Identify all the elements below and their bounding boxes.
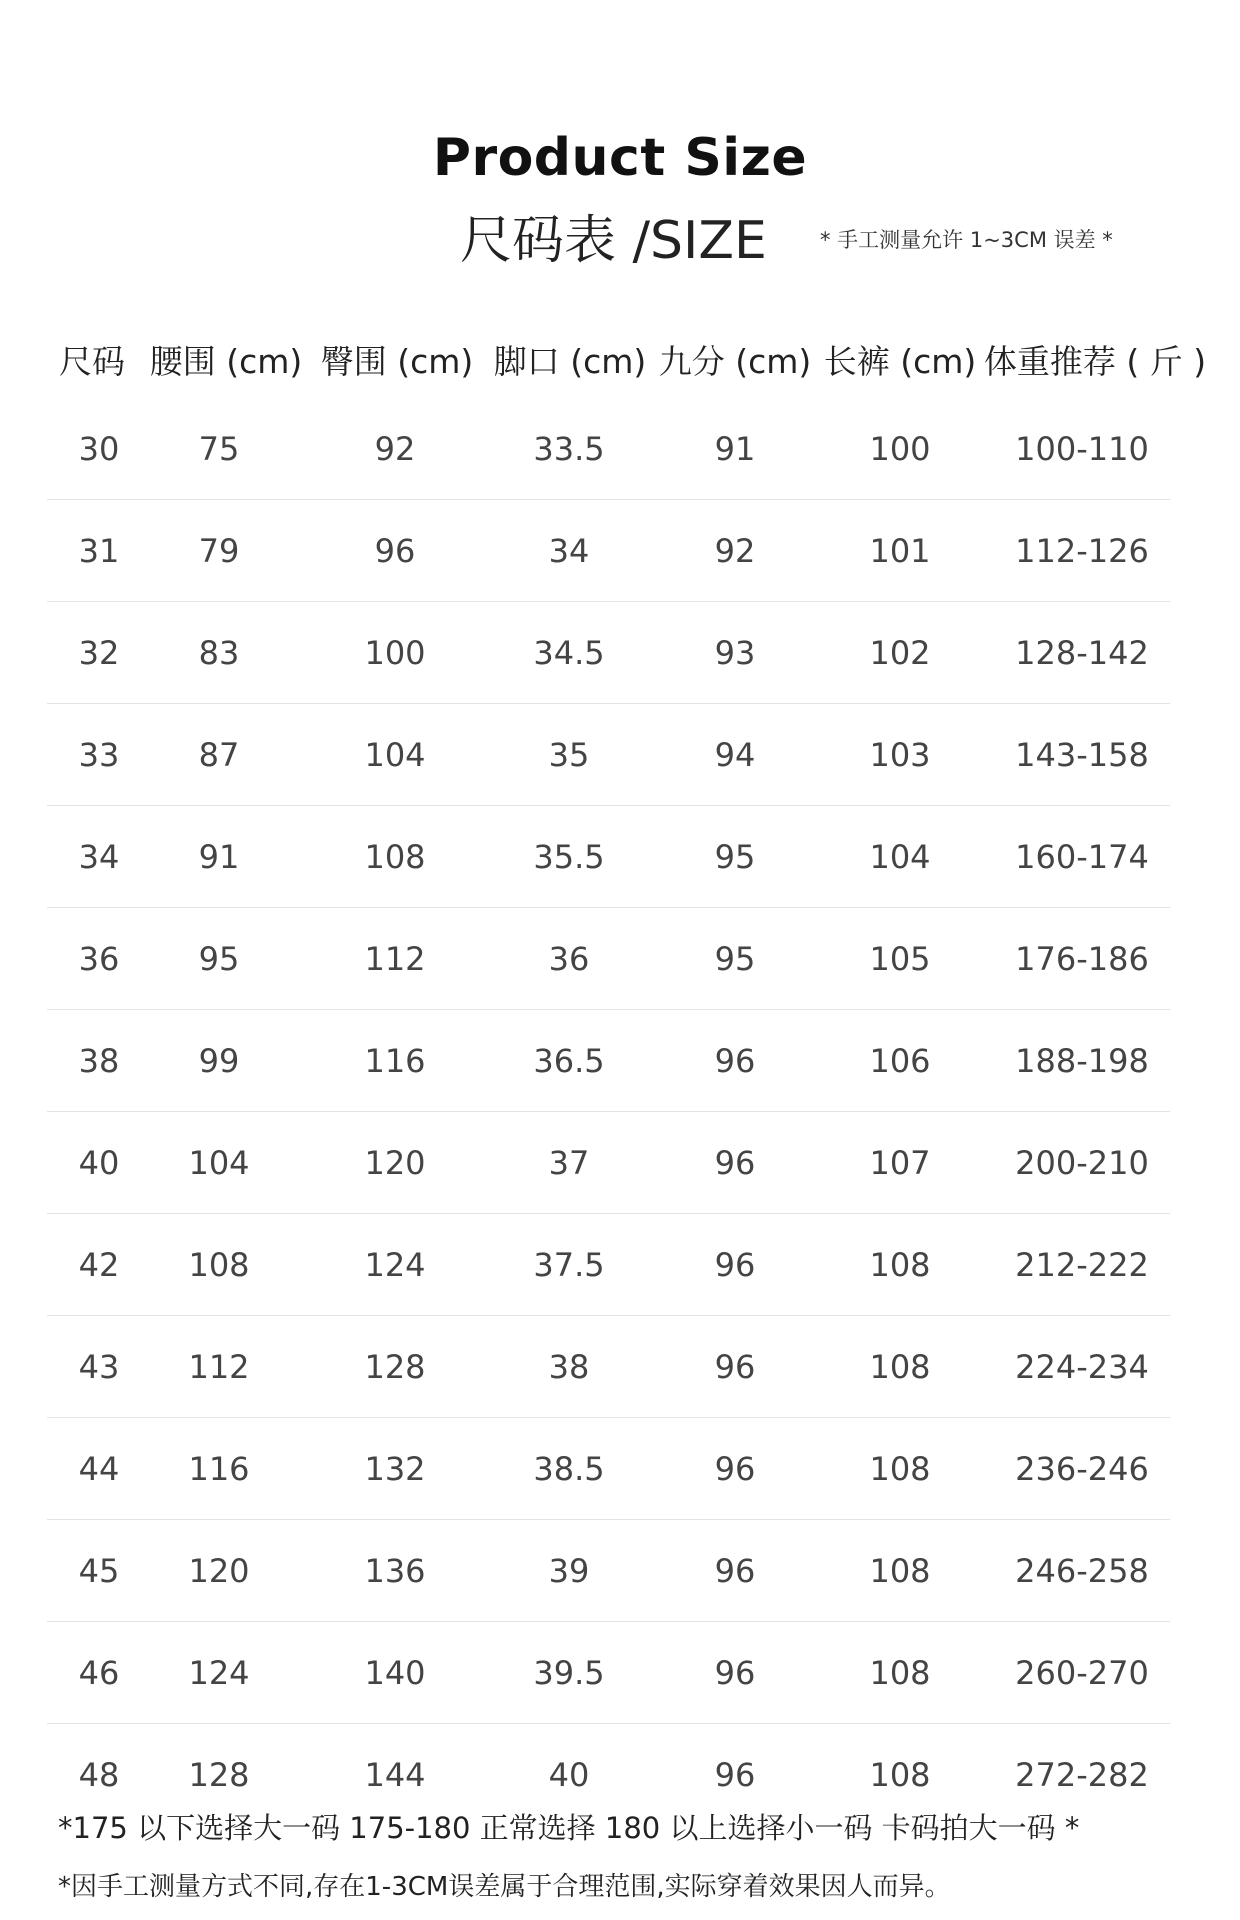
cell-waist: 75 [198, 430, 240, 468]
cell-waist: 99 [198, 1042, 240, 1080]
page-title-en: Product Size [432, 128, 808, 188]
cell-full-length: 106 [869, 1042, 931, 1080]
cell-weight: 224-234 [1015, 1348, 1149, 1386]
table-row [47, 1520, 1170, 1622]
cell-cropped-length: 94 [714, 736, 756, 774]
table-row [47, 1316, 1170, 1418]
cell-waist: 91 [198, 838, 240, 876]
cell-full-length: 108 [869, 1348, 931, 1386]
cell-leg-opening: 36.5 [533, 1042, 605, 1080]
cell-cropped-length: 91 [714, 430, 756, 468]
cell-size: 44 [78, 1450, 120, 1488]
cell-size: 34 [78, 838, 120, 876]
header-weight-recommendation: 体重推荐 ( 斤 ) [983, 342, 1207, 381]
cell-weight: 188-198 [1015, 1042, 1149, 1080]
cell-cropped-length: 95 [714, 838, 756, 876]
cell-full-length: 108 [869, 1450, 931, 1488]
cell-leg-opening: 39.5 [533, 1654, 605, 1692]
measurement-disclaimer: *因手工测量方式不同,存在1-3CM误差属于合理范围,实际穿着效果因人而异。 [58, 1872, 951, 1902]
cell-cropped-length: 96 [714, 1756, 756, 1794]
table-row [47, 806, 1170, 908]
cell-hip: 144 [364, 1756, 426, 1794]
cell-cropped-length: 96 [714, 1144, 756, 1182]
cell-leg-opening: 40 [548, 1756, 590, 1794]
cell-waist: 87 [198, 736, 240, 774]
cell-size: 32 [78, 634, 120, 672]
cell-leg-opening: 39 [548, 1552, 590, 1590]
cell-weight: 236-246 [1015, 1450, 1149, 1488]
cell-size: 33 [78, 736, 120, 774]
header-full-length: 长裤 (cm) [823, 342, 977, 381]
cell-leg-opening: 36 [548, 940, 590, 978]
cell-size: 48 [78, 1756, 120, 1794]
table-row [47, 908, 1170, 1010]
cell-waist: 116 [188, 1450, 250, 1488]
cell-weight: 200-210 [1015, 1144, 1149, 1182]
cell-size: 31 [78, 532, 120, 570]
cell-leg-opening: 35 [548, 736, 590, 774]
cell-leg-opening: 35.5 [533, 838, 605, 876]
cell-waist: 112 [188, 1348, 250, 1386]
cell-leg-opening: 37.5 [533, 1246, 605, 1284]
cell-leg-opening: 37 [548, 1144, 590, 1182]
cell-waist: 108 [188, 1246, 250, 1284]
cell-hip: 108 [364, 838, 426, 876]
cell-full-length: 103 [869, 736, 931, 774]
measurement-tolerance-note: * 手工测量允许 1~3CM 误差 * [820, 228, 1113, 252]
size-table-header [0, 336, 1240, 386]
cell-weight: 143-158 [1015, 736, 1149, 774]
cell-leg-opening: 34 [548, 532, 590, 570]
size-selection-note: *175 以下选择大一码 175-180 正常选择 180 以上选择小一码 卡码拍大一码 * [58, 1811, 1080, 1845]
cell-hip: 140 [364, 1654, 426, 1692]
cell-full-length: 102 [869, 634, 931, 672]
cell-full-length: 107 [869, 1144, 931, 1182]
cell-cropped-length: 96 [714, 1450, 756, 1488]
cell-full-length: 101 [869, 532, 931, 570]
table-row [47, 1214, 1170, 1316]
cell-waist: 79 [198, 532, 240, 570]
cell-weight: 246-258 [1015, 1552, 1149, 1590]
cell-hip: 116 [364, 1042, 426, 1080]
table-row [47, 1622, 1170, 1724]
cell-waist: 104 [188, 1144, 250, 1182]
cell-full-length: 104 [869, 838, 931, 876]
cell-hip: 100 [364, 634, 426, 672]
cell-weight: 128-142 [1015, 634, 1149, 672]
cell-waist: 95 [198, 940, 240, 978]
cell-cropped-length: 95 [714, 940, 756, 978]
cell-cropped-length: 92 [714, 532, 756, 570]
cell-size: 38 [78, 1042, 120, 1080]
cell-waist: 83 [198, 634, 240, 672]
header-leg-opening: 脚口 (cm) [493, 342, 647, 381]
table-row [47, 398, 1170, 500]
cell-cropped-length: 96 [714, 1552, 756, 1590]
cell-size: 46 [78, 1654, 120, 1692]
cell-waist: 120 [188, 1552, 250, 1590]
cell-weight: 176-186 [1015, 940, 1149, 978]
cell-hip: 124 [364, 1246, 426, 1284]
cell-cropped-length: 96 [714, 1348, 756, 1386]
header-hip: 臀围 (cm) [320, 342, 474, 381]
cell-hip: 132 [364, 1450, 426, 1488]
cell-leg-opening: 33.5 [533, 430, 605, 468]
header-cropped-length: 九分 (cm) [658, 342, 812, 381]
table-row [47, 1010, 1170, 1112]
table-row [47, 1112, 1170, 1214]
cell-size: 42 [78, 1246, 120, 1284]
cell-weight: 160-174 [1015, 838, 1149, 876]
table-row [47, 1418, 1170, 1520]
cell-full-length: 108 [869, 1552, 931, 1590]
page-title-cn: 尺码表 /SIZE [460, 211, 767, 271]
cell-cropped-length: 96 [714, 1042, 756, 1080]
cell-full-length: 108 [869, 1246, 931, 1284]
cell-size: 43 [78, 1348, 120, 1386]
cell-waist: 128 [188, 1756, 250, 1794]
cell-hip: 120 [364, 1144, 426, 1182]
cell-cropped-length: 96 [714, 1654, 756, 1692]
cell-weight: 212-222 [1015, 1246, 1149, 1284]
cell-hip: 136 [364, 1552, 426, 1590]
table-row [47, 602, 1170, 704]
cell-weight: 100-110 [1015, 430, 1149, 468]
cell-weight: 260-270 [1015, 1654, 1149, 1692]
header-waist: 腰围 (cm) [149, 342, 303, 381]
cell-cropped-length: 96 [714, 1246, 756, 1284]
cell-size: 36 [78, 940, 120, 978]
cell-hip: 112 [364, 940, 426, 978]
cell-full-length: 105 [869, 940, 931, 978]
cell-leg-opening: 38.5 [533, 1450, 605, 1488]
cell-hip: 92 [374, 430, 416, 468]
table-row [47, 704, 1170, 806]
cell-leg-opening: 34.5 [533, 634, 605, 672]
cell-waist: 124 [188, 1654, 250, 1692]
cell-cropped-length: 93 [714, 634, 756, 672]
header-size: 尺码 [59, 342, 125, 381]
cell-weight: 112-126 [1015, 532, 1149, 570]
cell-size: 45 [78, 1552, 120, 1590]
cell-full-length: 108 [869, 1654, 931, 1692]
table-row [47, 500, 1170, 602]
cell-full-length: 100 [869, 430, 931, 468]
cell-hip: 104 [364, 736, 426, 774]
cell-size: 30 [78, 430, 120, 468]
cell-weight: 272-282 [1015, 1756, 1149, 1794]
cell-full-length: 108 [869, 1756, 931, 1794]
cell-hip: 96 [374, 532, 416, 570]
cell-size: 40 [78, 1144, 120, 1182]
cell-hip: 128 [364, 1348, 426, 1386]
cell-leg-opening: 38 [548, 1348, 590, 1386]
size-table-body [47, 398, 1170, 1825]
